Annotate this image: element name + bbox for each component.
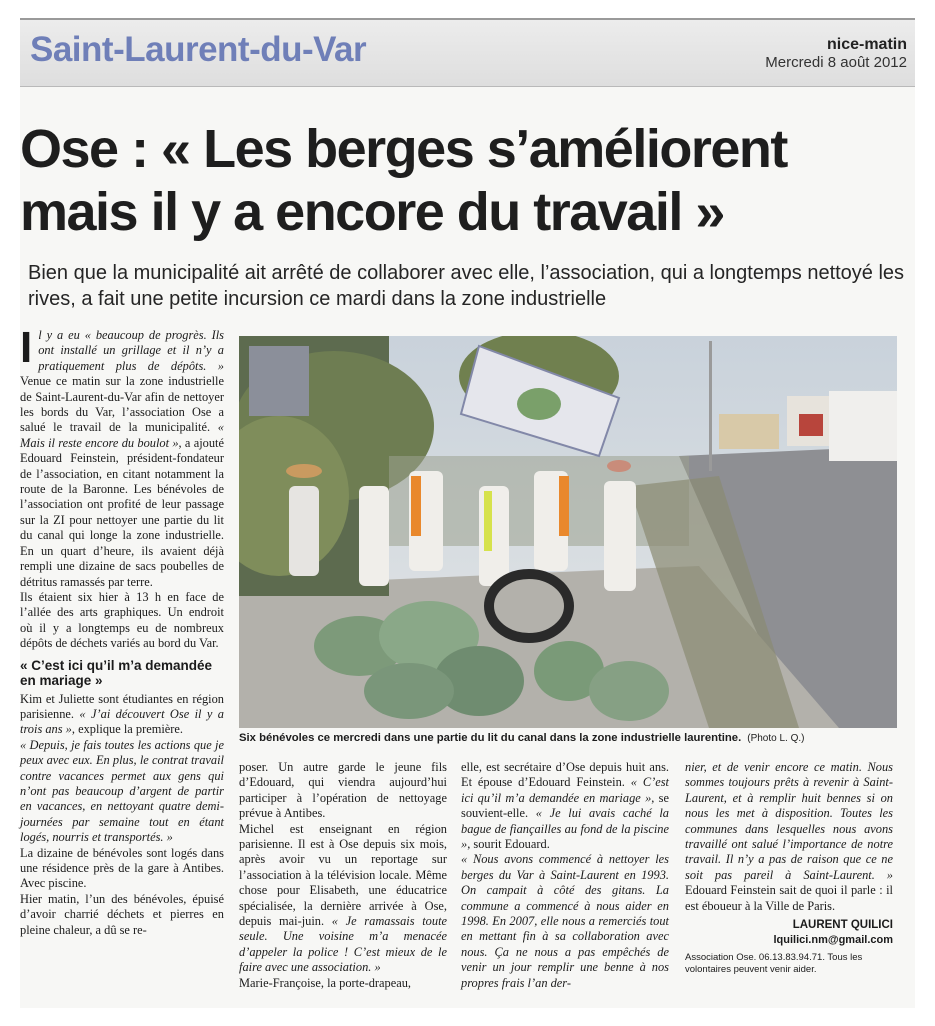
paragraph — [685, 760, 893, 914]
author-name: LAURENT QUILICI — [792, 919, 893, 932]
newspaper-info — [765, 36, 907, 71]
paragraph: Hier matin, l’un des bénévoles, épuisé d’avoir charrié déchets et pierres en pleine chaleur, a dû se re- — [20, 891, 224, 937]
quote: « Depuis, je fais toutes les actions que je peux avec eux. En plus, le contrat travail contre vacances permet aux gens qui n’ont pas beaucoup d’argent de partir en vacances, en nettoyant quatre demi-journées par semaine tout en étant logés, nourris et transportés. » — [20, 737, 224, 845]
paragraph — [20, 738, 224, 846]
intertitle: « C’est ici qu’il m’a demandée en mariage » — [20, 657, 213, 688]
paragraph-text: , se souvient-elle. — [461, 790, 669, 821]
intro-paragraph — [20, 323, 224, 590]
article-column-1 — [20, 323, 224, 938]
publication-date: Mercredi 8 août 2012 — [765, 54, 907, 71]
paragraph — [239, 822, 447, 976]
paragraph-text: Michel est enseignant en région parisienne. Il est à Ose depuis six mois, après avoir vu un reportage sur l’association à la télévision locale. Même chose pour Elisabeth, une éducatrice spécialisée, la dernière arrivée à Ose, depuis mai-juin. — [239, 821, 447, 929]
subheadline: Bien que la municipalité ait arrêté de collaborer avec elle, l’association, qui a longtemps nettoyé les rives, a fait une petite incursion ce mardi dans la zone industrielle — [28, 262, 905, 310]
newspaper-name: nice-matin — [826, 36, 907, 53]
caption-text: Six bénévoles ce mercredi dans une partie du lit du canal dans la zone industrielle laurentine. — [239, 732, 742, 744]
headline-line-2: mais il y a encore du travail » — [20, 182, 724, 242]
quote: « Je lui avais caché la bague de fiançailles au fond de la piscine » — [461, 806, 669, 852]
paragraph — [461, 852, 669, 991]
article-photo — [239, 336, 897, 728]
paragraph-text: elle, est secrétaire d’Ose depuis huit ans. Et épouse d’Edouard Feinstein. — [461, 760, 669, 790]
paragraph: La dizaine de bénévoles sont logés dans une résidence près de la gare à Antibes. Avec piscine. — [20, 845, 224, 891]
article-column-4 — [685, 760, 893, 976]
paragraph-text: , explique la première. — [71, 722, 183, 737]
photo-caption — [239, 732, 915, 744]
paragraph: Ils étaient six hier à 13 h en face de l’allée des arts graphiques. Un endroit où il y a longtemps eu de nombreux dépôts de déchets variés au bord du Var. — [20, 589, 224, 651]
paragraph: poser. Un autre garde le jeune fils d’Edouard, qui viendra aujourd’hui participer à l’opération de nettoyage prévue à Antibes. — [239, 760, 447, 821]
paragraph — [20, 692, 224, 738]
author-email: lquilici.nm@gmail.com — [773, 934, 893, 947]
quote: « C’est ici qu’il m’a demandée en mariage » — [461, 775, 669, 805]
lead-quote: l y a eu « beaucoup de progrès. Ils ont installé un grillage et il n’y a pratiquement plus de dépôts. » — [38, 328, 224, 373]
quote: « J’ai découvert Ose il y a trois ans » — [20, 706, 224, 737]
photo-credit: (Photo L. Q.) — [747, 733, 805, 744]
paragraph-text: , a ajouté Edouard Feinstein, président-fondateur de l’association, en citant notamment la route de la Baronne. Les bénévoles de l’association ont profité de leur passage sur la ZI pour nettoyer une partie du lit du canal qui longe la zone industrielle. En un quart d’heure, ils avaient déjà rempli une dizaine de sacs poubelles de détritus ramassés par terre. — [20, 435, 224, 589]
headline — [20, 118, 900, 244]
paragraph-text: Kim et Juliette sont étudiantes en région parisienne. — [20, 691, 224, 721]
article-column-2 — [239, 760, 447, 991]
dropcap: I — [20, 323, 33, 372]
association-contact: Association Ose. 06.13.83.94.71. Tous les volontaires peuvent venir aider. — [685, 951, 863, 975]
paragraph: Marie-Françoise, la porte-drapeau, — [239, 975, 412, 990]
section-title: Saint-Laurent-du-Var — [30, 30, 367, 69]
newspaper-page — [20, 18, 915, 1008]
quote: « Nous avons commencé à nettoyer les berges du Var à Saint-Laurent en 1993. On campait à côté des gitans. La commune a commencé à nous aider en 1998. En 2007, elle nous a remerciés tout en mettant fin à sa collaboration avec nous. Ça ne nous a pas empêchés de venir un jour remplir une benne à nos propres frais l’an der- — [461, 852, 669, 990]
volunteers-photo-illustration — [239, 336, 897, 728]
page-header — [20, 18, 915, 87]
paragraph-text: Venue ce matin sur la zone industrielle de Saint-Laurent-du-Var afin de nettoyer les bords du Var, l’association Ose a salué le travail de la municipalité. — [20, 374, 224, 435]
headline-line-1: Ose : « Les berges s’améliorent — [20, 119, 787, 179]
quote: nier, et de venir encore ce matin. Nous sommes toujours prêts à revenir à Saint-Laurent, et à remplir huit bennes si on nous les met à disposition. Toutes les communes dans lesquelles nous avons travaillé ont salué l’importance de notre travail. Il n’y a pas de raison que ce ne soit pas pareil à Saint-Laurent. » — [685, 760, 893, 882]
article-column-3 — [461, 760, 669, 991]
quote: « Je ramassais toute seule. Une voisine m’a menacée d’appeler la police ! C’est mieux de le faire avec une association. » — [239, 914, 448, 975]
paragraph — [461, 760, 669, 852]
quote: « Mais il reste encore du boulot » — [20, 420, 224, 450]
paragraph-text: , sourit Edouard. — [467, 837, 550, 852]
paragraph-text: Edouard Feinstein sait de quoi il parle : il est éboueur à la Ville de Paris. — [685, 883, 893, 913]
